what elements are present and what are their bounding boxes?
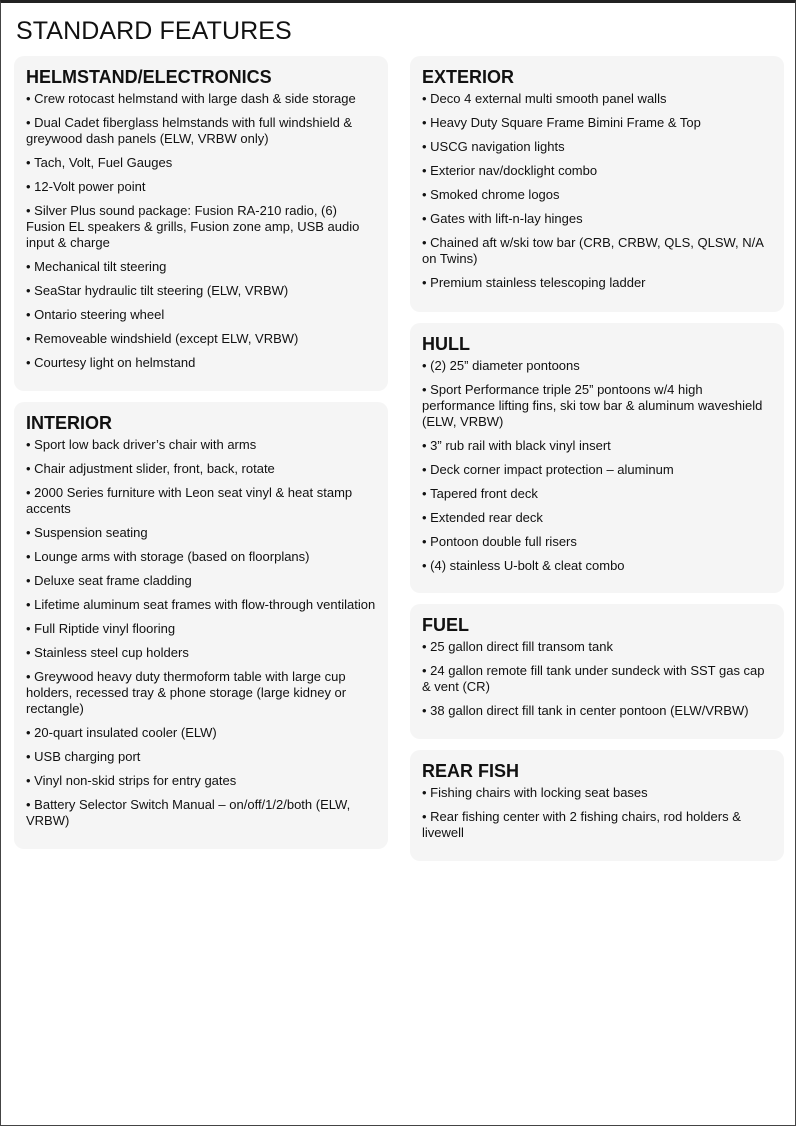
list-item: • 12-Volt power point xyxy=(26,179,376,195)
section-hull xyxy=(410,323,784,593)
list-item: • Tach, Volt, Fuel Gauges xyxy=(26,155,376,171)
list-item: • Full Riptide vinyl flooring xyxy=(26,621,376,637)
section-interior xyxy=(14,402,388,849)
page-title: STANDARD FEATURES xyxy=(16,17,292,45)
list-item: • 2000 Series furniture with Leon seat vinyl & heat stamp accents xyxy=(26,485,376,517)
list-item: • Mechanical tilt steering xyxy=(26,259,376,275)
list-item: • Lifetime aluminum seat frames with flow-through ventilation xyxy=(26,597,376,613)
list-item: • Deco 4 external multi smooth panel walls xyxy=(422,91,772,107)
list-item: • 3” rub rail with black vinyl insert xyxy=(422,438,772,454)
list-item: • Vinyl non-skid strips for entry gates xyxy=(26,773,376,789)
list-item: • 38 gallon direct fill tank in center pontoon (ELW/VRBW) xyxy=(422,703,772,719)
list-item: • Dual Cadet fiberglass helmstands with full windshield & greywood dash panels (ELW, VRBW only) xyxy=(26,115,376,147)
section-title: FUEL xyxy=(422,615,469,635)
list-item: • Ontario steering wheel xyxy=(26,307,376,323)
list-item: • Battery Selector Switch Manual – on/off/1/2/both (ELW, VRBW) xyxy=(26,797,376,829)
list-item: • Deluxe seat frame cladding xyxy=(26,573,376,589)
list-item: • Gates with lift-n-lay hinges xyxy=(422,211,772,227)
list-item: • Heavy Duty Square Frame Bimini Frame & Top xyxy=(422,115,772,131)
feature-list xyxy=(422,639,772,719)
list-item: • Removeable windshield (except ELW, VRBW) xyxy=(26,331,376,347)
feature-list xyxy=(26,91,376,371)
list-item: • Extended rear deck xyxy=(422,510,772,526)
left-column xyxy=(14,56,388,860)
list-item: • Smoked chrome logos xyxy=(422,187,772,203)
list-item: • Tapered front deck xyxy=(422,486,772,502)
feature-list xyxy=(422,91,772,291)
section-title: EXTERIOR xyxy=(422,67,515,87)
list-item: • Silver Plus sound package: Fusion RA-210 radio, (6) Fusion EL speakers & grills, Fusion zone amp, USB audio input & charge xyxy=(26,203,376,251)
list-item: • Greywood heavy duty thermoform table with large cup holders, recessed tray & phone storage (large kidney or rectangle) xyxy=(26,669,376,717)
list-item: • Exterior nav/docklight combo xyxy=(422,163,772,179)
list-item: • Sport Performance triple 25” pontoons w/4 high performance lifting fins, ski tow bar & aluminum waveshield (ELW, VRBW) xyxy=(422,382,772,430)
feature-list xyxy=(26,437,376,829)
section-title: HELMSTAND/ELECTRONICS xyxy=(26,67,272,87)
list-item: • Crew rotocast helmstand with large dash & side storage xyxy=(26,91,376,107)
list-item: • Sport low back driver’s chair with arms xyxy=(26,437,376,453)
feature-list xyxy=(422,358,772,574)
list-item: • Lounge arms with storage (based on floorplans) xyxy=(26,549,376,565)
section-rear-fish xyxy=(410,750,784,861)
section-title: INTERIOR xyxy=(26,413,113,433)
list-item: • 24 gallon remote fill tank under sundeck with SST gas cap & vent (CR) xyxy=(422,663,772,695)
list-item: • Courtesy light on helmstand xyxy=(26,355,376,371)
section-exterior xyxy=(410,56,784,312)
section-fuel xyxy=(410,604,784,739)
list-item: • Chair adjustment slider, front, back, rotate xyxy=(26,461,376,477)
list-item: • 25 gallon direct fill transom tank xyxy=(422,639,772,655)
right-column xyxy=(410,56,784,872)
list-item: • Stainless steel cup holders xyxy=(26,645,376,661)
list-item: • Fishing chairs with locking seat bases xyxy=(422,785,772,801)
section-helmstand-electronics xyxy=(14,56,388,391)
list-item: • USCG navigation lights xyxy=(422,139,772,155)
section-title: REAR FISH xyxy=(422,761,520,781)
list-item: • 20-quart insulated cooler (ELW) xyxy=(26,725,376,741)
list-item: • Chained aft w/ski tow bar (CRB, CRBW, QLS, QLSW, N/A on Twins) xyxy=(422,235,772,267)
list-item: • Pontoon double full risers xyxy=(422,534,772,550)
list-item: • Deck corner impact protection – aluminum xyxy=(422,462,772,478)
list-item: • (2) 25” diameter pontoons xyxy=(422,358,772,374)
list-item: • (4) stainless U-bolt & cleat combo xyxy=(422,558,772,574)
list-item: • USB charging port xyxy=(26,749,376,765)
list-item: • Premium stainless telescoping ladder xyxy=(422,275,772,291)
feature-list xyxy=(422,785,772,841)
list-item: • Rear fishing center with 2 fishing chairs, rod holders & livewell xyxy=(422,809,772,841)
list-item: • SeaStar hydraulic tilt steering (ELW, VRBW) xyxy=(26,283,376,299)
section-title: HULL xyxy=(422,334,470,354)
list-item: • Suspension seating xyxy=(26,525,376,541)
